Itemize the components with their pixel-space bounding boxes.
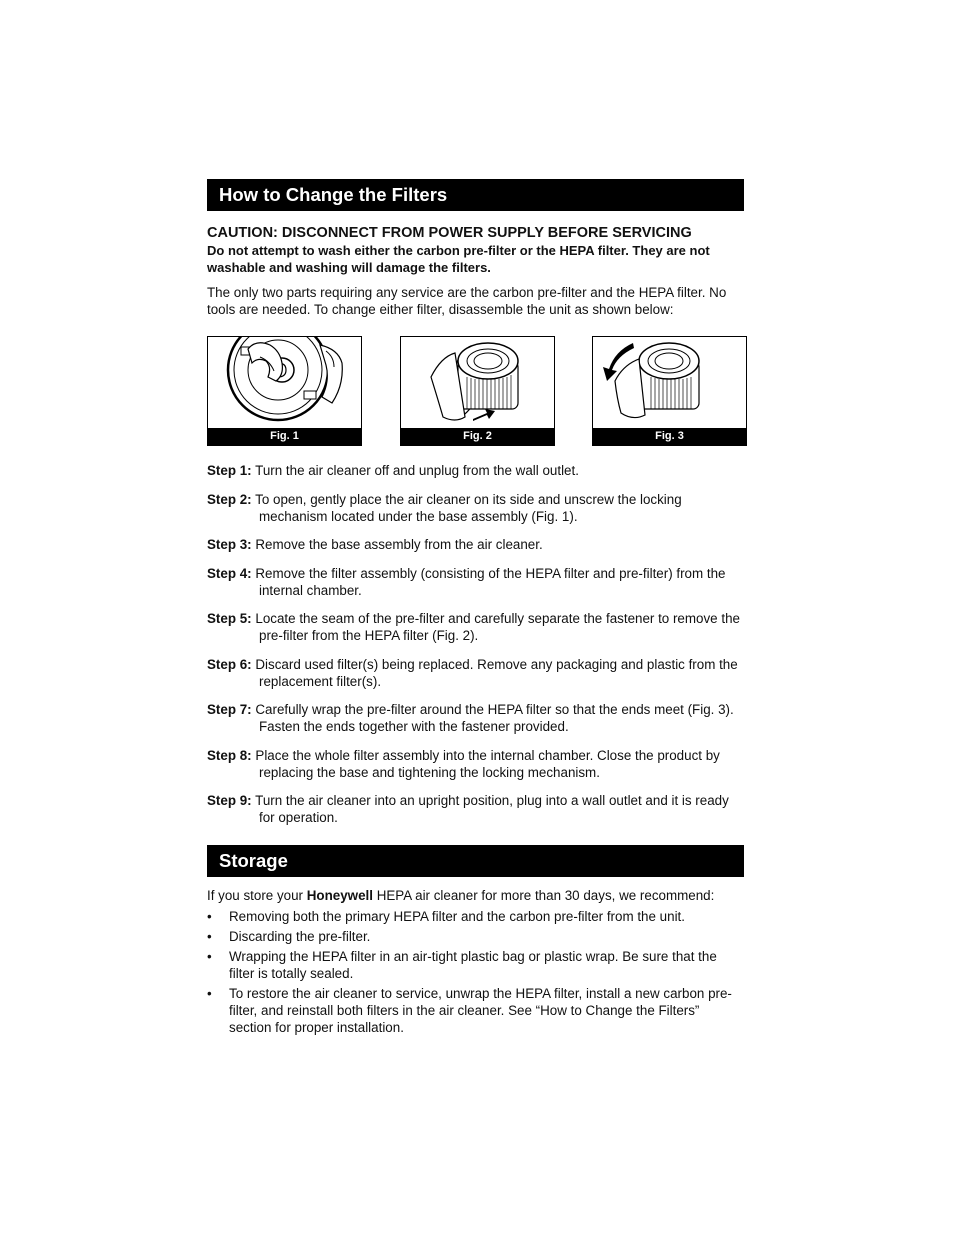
step-label: Step 2:: [207, 491, 252, 507]
step-label: Step 5:: [207, 611, 252, 626]
step-text: Remove the filter assembly (consisting of the HEPA filter and pre-filter) from the internal chamber.: [255, 565, 726, 598]
section-title-change-filters: How to Change the Filters: [207, 179, 744, 211]
step-9: [207, 792, 744, 826]
step-label: Step 4:: [207, 565, 252, 581]
step-text: Turn the air cleaner off and unplug from the wall outlet.: [255, 463, 579, 478]
figure-1-caption: Fig. 1: [208, 428, 361, 445]
caution-heading: CAUTION: DISCONNECT FROM POWER SUPPLY BEFORE SERVICING: [207, 225, 692, 241]
figure-1: [207, 336, 362, 446]
step-4: [207, 565, 744, 599]
step-text: Place the whole filter assembly into the internal chamber. Close the product by replacing the base and tightening the locking mechanism.: [255, 747, 720, 780]
step-text: Discard used filter(s) being replaced. Remove any packaging and plastic from the replacement filter(s).: [255, 656, 738, 689]
section-title-storage: Storage: [207, 845, 744, 877]
list-item: • Discarding the pre-filter.: [207, 928, 744, 945]
brand-name: Honeywell: [306, 888, 373, 903]
caution-body: Do not attempt to wash either the carbon pre-filter or the HEPA filter. They are not washable and washing will damage the filters.: [207, 243, 710, 275]
step-7: [207, 701, 744, 735]
step-2: [207, 491, 744, 525]
list-item: • Wrapping the HEPA filter in an air-tight plastic bag or plastic wrap. Be sure that the filter is totally sealed.: [207, 948, 744, 982]
step-text: Carefully wrap the pre-filter around the HEPA filter so that the ends meet (Fig. 3). Fasten the ends together with the fastener provided.: [255, 702, 734, 734]
filters-intro: The only two parts requiring any service are the carbon pre-filter and the HEPA filter. No tools are needed. To change either filter, disassemble the unit as shown below:: [207, 285, 727, 317]
storage-intro: [207, 887, 744, 904]
figure-3: [592, 336, 747, 446]
step-label: Step 6:: [207, 656, 252, 672]
figure-row: [207, 336, 744, 446]
steps-list: [207, 462, 744, 826]
figure-2-caption: Fig. 2: [401, 428, 554, 445]
step-label: Step 8:: [207, 747, 252, 763]
step-label: Step 1:: [207, 463, 252, 478]
storage-recommendations: [207, 908, 744, 1036]
step-label: Step 7:: [207, 702, 252, 717]
storage-intro-after: HEPA air cleaner for more than 30 days, we recommend:: [372, 888, 715, 903]
list-item: • To restore the air cleaner to service, unwrap the HEPA filter, install a new carbon pre-filter, and reinstall both filters in the air cleaner. See “How to Change the Filters” section for proper installation.: [207, 985, 744, 1036]
step-text: Remove the base assembly from the air cleaner.: [255, 537, 543, 552]
step-8: [207, 747, 744, 781]
step-text: To open, gently place the air cleaner on its side and unscrew the locking mechanism located under the base assembly (Fig. 1).: [255, 491, 682, 524]
figure-2-illustration-remove-prefilter: [401, 337, 554, 428]
page-content: [207, 179, 744, 1039]
step-text: Turn the air cleaner into an upright position, plug into a wall outlet and it is ready for operation.: [255, 793, 729, 825]
step-label: Step 3:: [207, 537, 252, 552]
figure-2: [400, 336, 555, 446]
step-6: [207, 656, 744, 690]
step-5: [207, 610, 744, 644]
figure-3-caption: Fig. 3: [593, 428, 746, 445]
step-label: Step 9:: [207, 793, 252, 808]
step-1: [207, 462, 744, 479]
figure-1-illustration-unscrew-base: [208, 337, 361, 428]
figure-3-illustration-wrap-prefilter: [593, 337, 746, 428]
list-item: • Removing both the primary HEPA filter and the carbon pre-filter from the unit.: [207, 908, 744, 925]
storage-intro-before: If you store your: [207, 888, 307, 903]
step-text: Locate the seam of the pre-filter and carefully separate the fastener to remove the pre-filter from the HEPA filter (Fig. 2).: [255, 611, 740, 643]
step-3: [207, 536, 744, 553]
